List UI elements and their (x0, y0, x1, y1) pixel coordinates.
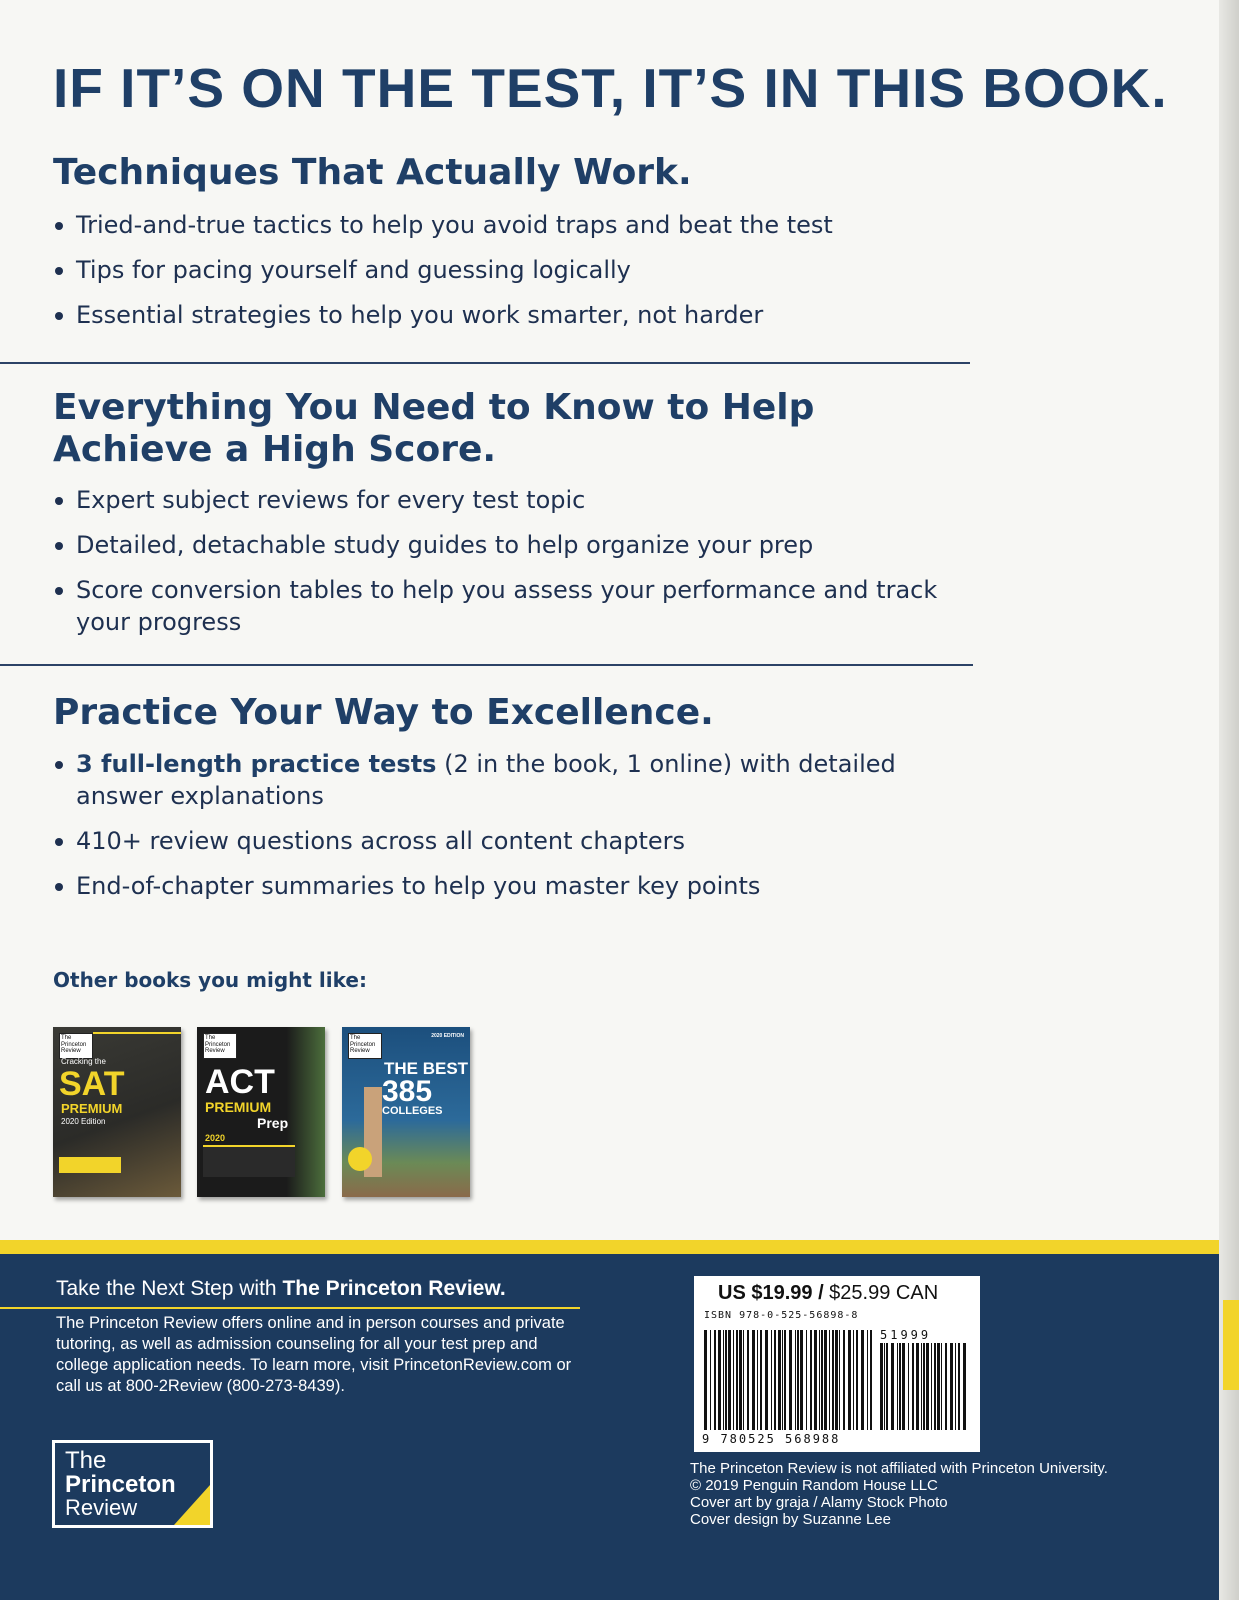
legal-line: The Princeton Review is not affiliated with Princeton University. (690, 1460, 1108, 1477)
list-item (53, 748, 983, 812)
list-item: Score conversion tables to help you assess your performance and track your progress (53, 574, 983, 638)
legal-line: © 2019 Penguin Random House LLC (690, 1477, 938, 1494)
book-title-top: THE BEST (384, 1059, 469, 1078)
barcode-bar (934, 1343, 936, 1430)
barcode-bar (931, 1343, 932, 1430)
barcode-bar (921, 1343, 922, 1430)
barcode-bar (782, 1330, 783, 1430)
legal-notice (690, 1460, 1108, 1528)
barcode-bar (963, 1343, 966, 1430)
barcode-bar (819, 1330, 820, 1430)
barcode-bar (728, 1330, 731, 1430)
barcode-bar (941, 1343, 942, 1430)
everything-list (53, 484, 983, 651)
barcode-bar (821, 1330, 823, 1430)
barcode-bar (725, 1330, 727, 1430)
other-books-label: Other books you might like: (53, 968, 367, 992)
barcode-bar (856, 1330, 858, 1430)
barcode-bar (897, 1343, 898, 1430)
book-kicker: 2020 EDITION (431, 1033, 464, 1039)
barcode-bar (867, 1330, 868, 1430)
book-kicker: Cracking the (61, 1057, 106, 1066)
section-title-practice: Practice Your Way to Excellence. (53, 692, 714, 733)
book-title: 385 (382, 1075, 433, 1108)
barcode-addon (880, 1343, 970, 1430)
barcode-bar (733, 1330, 734, 1430)
princeton-review-description: The Princeton Review offers online and in person courses and private tutoring, as well as admission counseling for all your test prep and college application needs. To learn more, visit PrincetonReview.com or call us at 800-2Review (800-273-8439). (56, 1314, 572, 1395)
price-us: US $19.99 / (718, 1282, 824, 1304)
list-item: Detailed, detachable study guides to help organize your prep (53, 529, 983, 561)
barcode-bar (795, 1330, 796, 1430)
list-item: Tried-and-true tactics to help you avoid traps and beat the test (53, 209, 983, 241)
barcode-bar (861, 1330, 864, 1430)
barcode-bar (839, 1330, 840, 1430)
next-step-brand: The Princeton Review. (282, 1277, 506, 1300)
next-step-text: Take the Next Step with (56, 1277, 283, 1300)
princeton-review-logo: The Princeton Review (348, 1033, 382, 1059)
list-item: Expert subject reviews for every test topic (53, 484, 983, 516)
section-divider (0, 362, 970, 364)
barcode-bar (789, 1330, 792, 1430)
book-subtitle: PREMIUM (205, 1099, 272, 1115)
barcode-addon-digits: 51999 (880, 1328, 932, 1342)
price-barcode-box (694, 1276, 980, 1452)
barcode-bar (757, 1330, 758, 1430)
barcode-bar (814, 1330, 817, 1430)
book-subtitle: COLLEGES (382, 1105, 443, 1117)
list-item: Essential strategies to help you work smarter, not harder (53, 299, 983, 331)
princeton-review-logo (52, 1440, 213, 1528)
next-step-heading (56, 1277, 506, 1301)
techniques-list (53, 209, 983, 344)
book-badge (59, 1157, 121, 1173)
list-item-text: (2 in the book, 1 online) with detailed answer explanations (76, 750, 896, 810)
price-can: $25.99 CAN (823, 1282, 939, 1304)
barcode-bar (853, 1330, 854, 1430)
logo-accent (174, 1485, 210, 1525)
barcode-bar (891, 1343, 894, 1430)
barcode-bar (736, 1330, 738, 1430)
book-feature-box (203, 1145, 295, 1177)
barcode-bar (718, 1330, 721, 1430)
legal-line: Cover art by graja / Alamy Stock Photo (690, 1494, 948, 1511)
footer-band (0, 1254, 1222, 1600)
legal-line: Cover design by Suzanne Lee (690, 1511, 891, 1528)
next-step-underline (0, 1307, 580, 1309)
barcode-bar (848, 1330, 851, 1430)
section-title-everything (53, 387, 814, 471)
barcode-bar (884, 1343, 885, 1430)
barcode-bar (899, 1343, 901, 1430)
barcode-bar (752, 1330, 755, 1430)
book-title: ACT (205, 1063, 275, 1101)
logo-line: Review (65, 1495, 138, 1520)
headline: IF IT’S ON THE TEST, IT’S IN THIS BOOK. (53, 57, 1168, 119)
barcode-bar (902, 1343, 905, 1430)
section-title-techniques: Techniques That Actually Work. (53, 152, 692, 193)
practice-list (53, 748, 983, 915)
yellow-stripe (0, 1240, 1222, 1254)
barcode-bar (955, 1343, 956, 1430)
list-item: 410+ review questions across all content chapters (53, 825, 983, 857)
book-title: SAT (59, 1065, 125, 1103)
logo-line: The (65, 1447, 107, 1474)
barcode-bar (765, 1330, 768, 1430)
book-cover-sat (53, 1027, 181, 1197)
barcode-bar (908, 1343, 909, 1430)
barcode-bar (810, 1330, 812, 1430)
barcode-digits: 9 780525 568988 (702, 1432, 841, 1446)
price (718, 1282, 938, 1305)
barcode-bar (747, 1330, 749, 1430)
barcode-bar (926, 1343, 929, 1430)
book-subtitle-2: Prep (257, 1115, 289, 1131)
barcode-bar (797, 1330, 799, 1430)
barcode-bar (886, 1343, 888, 1430)
barcode-bar (723, 1330, 724, 1430)
barcode-bar (739, 1330, 742, 1430)
book-cover-act (197, 1027, 325, 1197)
barcode-bar (760, 1330, 762, 1430)
barcode-bar (923, 1343, 925, 1430)
barcode-bar (800, 1330, 803, 1430)
barcode-bar (880, 1343, 883, 1430)
barcode-bar (710, 1330, 711, 1430)
barcode-bar (829, 1330, 830, 1430)
barcode-bar (806, 1330, 807, 1430)
barcode-bar (774, 1330, 776, 1430)
edge-accent (1223, 1300, 1239, 1390)
barcode-bar (945, 1343, 947, 1430)
barcode-ean (704, 1330, 874, 1430)
barcode-bar (835, 1330, 838, 1430)
princeton-review-logo: The Princeton Review (203, 1033, 237, 1059)
barcode-bar (950, 1343, 953, 1430)
barcode-bar (778, 1330, 781, 1430)
book-badge (348, 1147, 372, 1171)
barcode-bar (714, 1330, 716, 1430)
strong-text: 3 full-length practice tests (76, 750, 437, 778)
book-edition: 2020 Edition (61, 1117, 106, 1126)
accent-bar (93, 1032, 181, 1034)
princeton-review-logo: The Princeton Review (59, 1033, 93, 1059)
logo-line: Princeton (65, 1471, 176, 1498)
section-divider (0, 664, 973, 666)
barcode-bar (912, 1343, 914, 1430)
list-item: End-of-chapter summaries to help you master key points (53, 870, 983, 902)
barcode-bar (870, 1330, 872, 1430)
barcode-bar (784, 1330, 786, 1430)
book-edition: 2020 (205, 1133, 226, 1143)
barcode-bar (771, 1330, 772, 1430)
barcode-bar (704, 1330, 707, 1430)
title-line: Everything You Need to Know to Help (53, 387, 815, 428)
book-cover-best-colleges (342, 1027, 470, 1197)
list-item: Tips for pacing yourself and guessing logically (53, 254, 983, 286)
barcode-bar (843, 1330, 845, 1430)
barcode-bar (743, 1330, 744, 1430)
barcode-bar (832, 1330, 834, 1430)
book-subtitle: PREMIUM (61, 1101, 123, 1116)
isbn: ISBN 978-0-525-56898-8 (704, 1310, 859, 1321)
barcode-bar (958, 1343, 960, 1430)
title-line: Achieve a High Score. (53, 429, 497, 470)
barcode-bar (824, 1330, 827, 1430)
cover-edge (1219, 0, 1239, 1600)
barcode-bar (937, 1343, 940, 1430)
barcode-bar (916, 1343, 919, 1430)
